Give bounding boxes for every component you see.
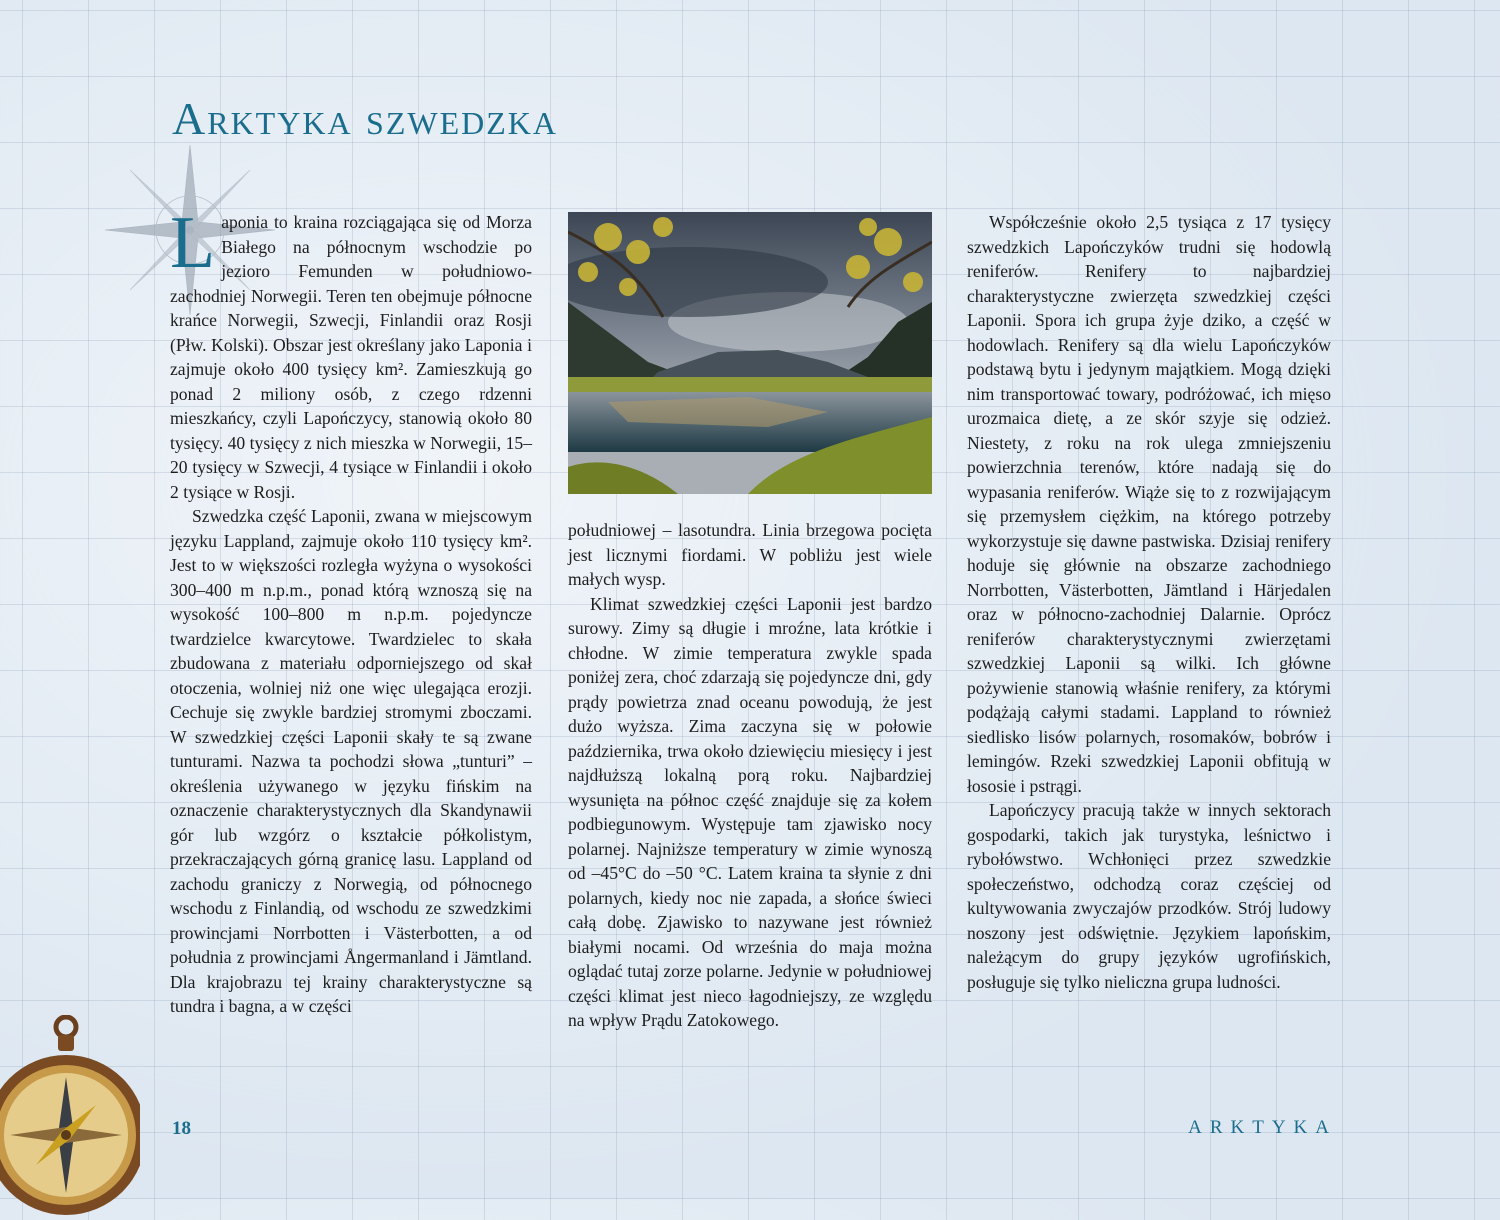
compass-icon — [0, 1015, 140, 1215]
paragraph: Współcześnie około 2,5 tysiąca z 17 tysięcy szwedzkich Lapończyków trudni się hodowlą reniferów. Renifery to najbardziej charakterystyczne zwierzęta szwedzkiej części Laponii. Spora ich grupa żyje dziko, a część w hodowlach. Renifery są dla wielu Lapończyków podstawą bytu i jedynym majątkiem. Mogą dzięki nim transportować towary, podróżować, ich mięso urozmaica dietę, a ze skór szyje się odzież. Niestety, z roku na rok ulega zmniejszeniu powierzchnia terenów, które nadają się do wypasania reniferów. Wiąże się to z rozwijającym się przemysłem ciężkim, na którego potrzeby wykorzystuje się dawne pastwiska. Dzisiaj renifery hoduje się głównie na obszarze zachodniego Norrbotten, Västerbotten, Jämtland i Härjedalen oraz w północno-zachodniej Dalarnie. Oprócz reniferów charakterystycznymi zwierzętami szwedzkiej Laponii są wilki. Ich główne pożywienie stanowią właśnie renifery, za którymi podążają całymi stadami. Lappland to również siedlisko lisów polarnych, rosomaków, bobrów i lemingów. Rzeki szwedzkiej Laponii obfitują w łososie i pstrągi. — [967, 212, 1331, 796]
text-column-2 — [568, 518, 932, 1033]
paragraph-text: aponia to kraina rozciągająca się od Morza Białego na północnym wschodzie po jezioro Femunden w południowo-zachodniej Norwegii. Teren ten obejmuje północne krańce Norwegii, Szwecji, Finlandii oraz Rosji (Płw. Kolski). Obszar jest określany jako Laponia i zajmuje około 400 tysięcy km². Zamieszkują go ponad 2 miliony osób, z czego rdzenni mieszkańcy, czyli Lapończycy, stanowią około 80 tysięcy. 40 tysięcy z nich mieszka w Norwegii, 15–20 tysięcy w Szwecji, 4 tysiące w Finlandii i około 2 tysiące w Rosji. — [170, 212, 532, 502]
page-number: 18 — [172, 1118, 191, 1139]
text-column-1 — [170, 202, 532, 1019]
paragraph: Lapończycy pracują także w innych sektorach gospodarki, takich jak turystyka, leśnictwo i rybołówstwo. Wchłonięci przez szwedzkie społeczeństwo, odchodzą coraz częściej od kultywowania zwyczajów przodków. Strój ludowy noszony jest odświętnie. Językiem lapońskim, należącym do grupy języków ugrofińskich, posługuje się tylko nieliczna grupa ludności. — [967, 800, 1331, 992]
running-head: ARKTYKA — [1188, 1117, 1337, 1138]
paragraph: Szwedzka część Laponii, zwana w miejscowym języku Lappland, zajmuje około 110 tysięcy km². Jest to w większości rozległa wyżyna o wysokości 300–400 m n.p.m., ponad którą wznoszą się na wysokość 100–800 m n.p.m. pojedyncze twardzielce kwarcytowe. Twardzielec to skała zbudowana z materiału odporniejszego od skał otoczenia, wolniej niż one więc ulegająca erozji. Cechuje się zwykle bardziej stromymi zboczami. W szwedzkiej części Laponii skały te są zwane tunturami. Nazwa ta pochodzi słowa „tunturi” – określenia używanego w języku fińskim na oznaczenie charakterystycznych dla Skandynawii gór lub wzgórz o kształcie półkolistym, przekraczających górną granicę lasu. Lappland od zachodu graniczy z Norwegią, od północnego wschodu z Finlandią, od wschodu ze szwedzkimi prowincjami Norrbotten i Västerbotten, a od południa z prowincjami Ångermanland i Jämtland. Dla krajobrazu tej krainy charakterystyczne są tundra i bagna, a w części — [170, 506, 532, 1016]
page-title: Arktyka szwedzka — [172, 93, 559, 144]
text-column-3 — [967, 210, 1331, 994]
drop-cap: L — [170, 202, 216, 284]
paragraph: południowej – lasotundra. Linia brzegowa pocięta jest licznymi fiordami. W pobliżu jest wiele małych wysp. — [568, 520, 932, 589]
paragraph — [170, 202, 532, 504]
paragraph: Klimat szwedzkiej części Laponii jest bardzo surowy. Zimy są długie i mroźne, lata krótkie i chłodne. W zimie temperatura zwykle spada poniżej zera, choć zdarzają się pojedyncze dni, gdy prądy powietrza znad oceanu powodują, że jest dużo wyższa. Zima zaczyna się w połowie października, trwa około dziewięciu miesięcy i jest najdłuższą lokalną porą roku. Najbardziej wysunięta na północ część znajduje się za kołem podbiegunowym. Występuje tam zjawisko nocy polarnej. Najniższe temperatury w zimie wynoszą od –45°C do –50 °C. Latem kraina ta słynie z dni polarnych, kiedy noc nie zapada, a słońce świeci całą dobę. Zjawisko to nazywane jest również białymi nocami. Od września do maja można oglądać tutaj zorze polarne. Jedynie w południowej części klimat jest nieco łagodniejszy, ze względu na wpływ Prądu Zatokowego. — [568, 593, 932, 1030]
lapland-landscape-photo — [568, 212, 932, 494]
